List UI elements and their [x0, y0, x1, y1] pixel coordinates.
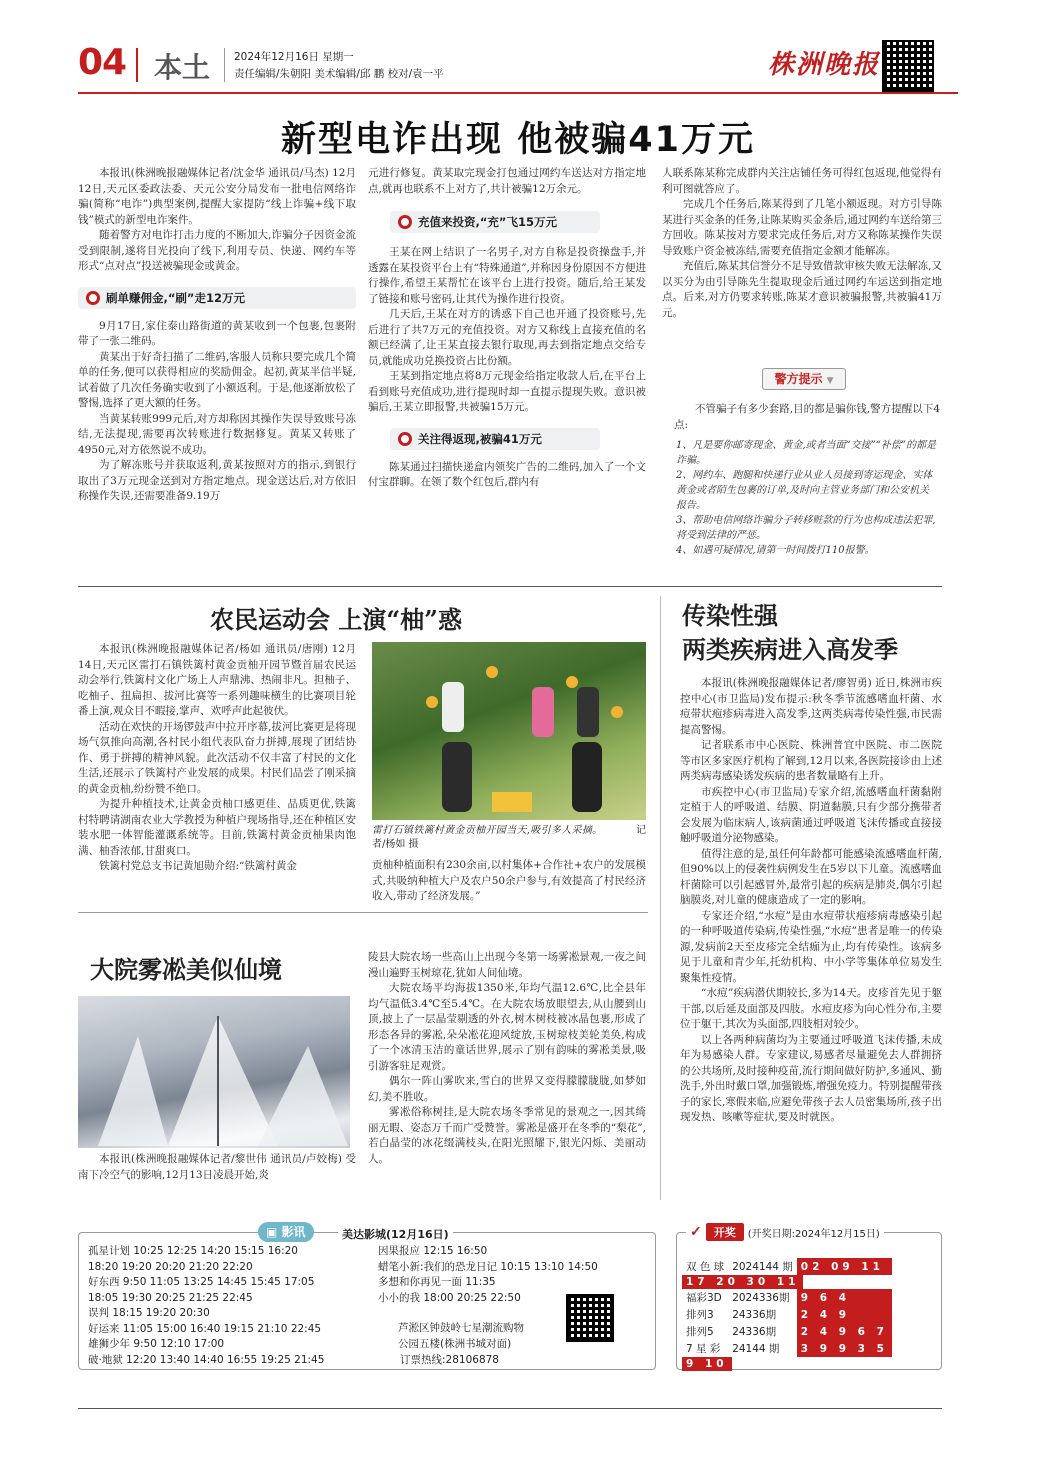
- movie-showtime-row: 18:05 19:30 20:25 21:25 22:45: [88, 1291, 253, 1304]
- lottery-name: 7 星 彩: [686, 1343, 721, 1355]
- movie-showtime-row: 多想和你再见一面 11:35: [378, 1276, 496, 1288]
- cinema-address-line: 芦淞区钟鼓岭七星潮流购物: [398, 1322, 524, 1334]
- movie-showtime-row: 好运来 11:05 15:00 16:40 19:15 21:10 22:45: [88, 1322, 322, 1335]
- cinema-name: 美达影城(12月16日): [338, 1226, 453, 1242]
- pomelo-photo-illustration: [372, 642, 646, 820]
- pomelo-paragraph: 本报讯(株洲晚报融媒体记者/杨如 通讯员/唐刚) 12月14日,天元区雷打石镇铁篱村黄金贡柚开园节暨首届农民运动会举行,铁篱村文化广场上人声鼎沸、热闹非凡。担柚子、吃柚子、扭扁担、拔河比赛等一系列趣味横生的比赛项目轮番上演,观众目不暇接,掌声、欢呼声此起彼伏。: [78, 643, 356, 717]
- movie-showtime-row: 好东西 9:50 11:05 13:25 14:45 15:45 17:05: [88, 1276, 315, 1288]
- fog-paragraph: 偶尔一阵山雾吹来,雪白的世界又变得朦朦胧胧,如梦如幻,美不胜收。: [368, 1075, 646, 1103]
- lottery-header: [686, 1223, 884, 1241]
- lead-subhead-2: [390, 211, 600, 233]
- disease-paragraph: 值得注意的是,虽任何年龄都可能感染流感嗜血杆菌,但90%以上的侵袭性病例发生在5岁以下儿童。流感嗜血杆菌除可以引起感冒外,最常引起的疾病是肺炎,偶尔引起脑膜炎,对儿童的健康造成了一定的影响。: [680, 847, 942, 906]
- lead-paragraph: 王某在网上结识了一名男子,对方自称是投资操盘手,并透露在某投资平台上有“特殊通道”,并称因身份原因不方便进行操作,希望王某帮忙在该平台上进行投资。随后,给王某发了链接和账号密码,让其代为操作进行投资。: [368, 246, 646, 305]
- cinema-address-line: 公园五楼(株洲书城对面): [398, 1338, 512, 1350]
- subhead-text: 关注得返现,被骗41万元: [418, 431, 542, 446]
- lottery-name: 排列3: [686, 1309, 714, 1321]
- police-tip-intro: 不管骗子有多少套路,目的都是骗你钱,警方提醒以下4点:: [674, 403, 940, 431]
- cinema-qr-code: [566, 1294, 614, 1342]
- lead-subhead-1: [78, 287, 356, 309]
- fog-headline: 大院雾凇美似仙境: [90, 955, 282, 984]
- page-number: 04: [78, 42, 127, 83]
- movie-showtime-row: 因果报应 12:15 16:50: [378, 1245, 488, 1257]
- lead-column-2: [368, 166, 646, 491]
- lottery-row: [682, 1340, 892, 1357]
- lead-paragraph: 人联系陈某称完成群内关注店铺任务可得红包返现,他觉得有利可图就答应了。: [662, 167, 942, 195]
- movie-badge: [258, 1222, 314, 1242]
- lottery-row: [682, 1275, 892, 1289]
- lottery-name: 福彩3D: [686, 1292, 722, 1304]
- movie-showtime-row: 18:20 19:20 20:20 21:20 22:20: [88, 1260, 253, 1273]
- film-icon: ▣: [266, 1225, 278, 1239]
- date-line: 2024年12月16日 星期一: [234, 51, 354, 63]
- cinema-hotline: 订票热线:28106878: [400, 1354, 499, 1366]
- triangle-down-icon: ▼: [826, 376, 834, 386]
- police-tip-item: 3、帮助电信网络诈骗分子转移赃款的行为也构成违法犯罪,将受到法律的严惩。: [676, 515, 936, 541]
- lottery-issue: 24336期: [732, 1309, 777, 1321]
- section-rule: [78, 912, 648, 913]
- police-tip-item: 2、网约车、跑腿和快递行业从业人员接到寄运现金、实体黄金或者陌生包裹的订单,及时向主管业务部门和公安机关报告。: [676, 470, 933, 511]
- column-rule: [660, 596, 661, 1200]
- movie-showtime-row: 蜡笔小新:我们的恐龙日记 10:15 13:10 14:50: [378, 1260, 598, 1273]
- masthead-qr-code: [882, 40, 934, 92]
- pomelo-column-1: [78, 642, 356, 875]
- lottery-numbers: 02 09 11: [797, 1258, 892, 1275]
- pomelo-caption: [372, 824, 646, 852]
- cinema-address: [398, 1320, 558, 1368]
- police-tip-title-text: 警方提示: [774, 372, 823, 386]
- movie-list-left: [88, 1244, 368, 1368]
- movie-showtime-row: 破·地狱 12:20 13:40 14:40 16:55 19:25 21:45: [88, 1353, 325, 1366]
- paper-logo: 株洲晚报: [768, 50, 881, 80]
- pomelo-paragraph: 活动在欢快的开场锣鼓声中拉开序幕,拔河比赛更是将现场气氛推向高潮,各村民小组代表队奋力拼搏,展现了团结协作、勇于拼搏的精神风貌。此次活动不仅丰富了村民的文化生活,还展示了铁篱村产业发展的成果。村民们品尝了刚采摘的黄金贡柚,纷纷赞不绝口。: [78, 720, 356, 795]
- lead-paragraph: 随着警方对电诈打击力度的不断加大,诈骗分子因资金流受到限制,遂将目光投向了线下,利用专员、快递、网约车等形式“点对点”投送被骗现金或黄金。: [78, 229, 356, 272]
- section-rule: [78, 586, 942, 587]
- police-tip-item: 4、如遇可疑情况,请第一时间拨打110报警。: [676, 545, 875, 556]
- bullet-ring-icon: [86, 291, 100, 305]
- movie-showtime-row: 小小的我 18:00 20:25 22:50: [378, 1291, 521, 1304]
- lottery-date: (开奖日期:2024年12月15日): [747, 1228, 880, 1240]
- masthead-rule: [78, 92, 958, 94]
- lead-paragraph: 几天后,王某在对方的诱惑下自己也开通了投资账号,先后进行了共7万元的充值投资。对方又称线上直接充值的名额已经满了,让王某直接去银行取现,再去到指定地点交给专员,就能成功兑换投资占比份额。: [368, 308, 646, 367]
- lottery-row: [682, 1357, 892, 1371]
- pomelo-caption-text: 雷打石镇铁篱村黄金贡柚开园当天,吸引多人采摘。: [372, 825, 603, 836]
- lead-paragraph: 元进行修复。黄某取完现金打包通过网约车送达对方指定地点,就再也联系不上对方了,共计被骗12万余元。: [368, 167, 646, 195]
- lead-paragraph: 陈某通过扫描快递盒内领奖广告的二维码,加入了一个文付宝群聊。在领了数个红包后,群内有: [368, 460, 646, 488]
- subhead-text: 充值来投资,“充”飞15万元: [418, 215, 557, 229]
- masthead-divider: [136, 48, 138, 82]
- pomelo-photo: [372, 642, 646, 820]
- fog-column-2: [368, 950, 646, 1167]
- movie-showtime-row: 误判 18:15 19:20 20:30: [88, 1307, 210, 1319]
- disease-headline-line-2: 两类疾病进入高发季: [682, 635, 898, 664]
- fog-photo: [78, 996, 350, 1148]
- lead-paragraph: 完成几个任务后,陈某得到了几笔小额返现。对方引导陈某进行买金条的任务,让陈某购买金条后,通过网约车送给第三方回收。陈某按对方要求完成任务后,对方又称陈某操作失误导致账户资金被冻结,需要充值指定金额才能解冻。: [662, 198, 942, 257]
- fog-paragraph: 本报讯(株洲晚报融媒体记者/黎世伟 通讯员/卢姣梅) 受南下冷空气的影响,12月13日凌晨开始,炎: [78, 1153, 356, 1181]
- lead-column-3: [662, 166, 942, 321]
- lottery-numbers: 3 9 9 3 5: [797, 1340, 892, 1357]
- check-icon: ✓: [690, 1224, 702, 1240]
- lead-paragraph: 本报讯(株洲晚报融媒体记者/沈金华 通讯员/马杰) 12月12日,天元区委政法委、天元公安分局发布一批电信网络诈骗(简称“电诈”)典型案例,提醒大家提防“线上诈骗+线下取钱”模式的新型电诈案件。: [78, 167, 356, 226]
- disease-paragraph: “水痘”疾病潜伏期较长,多为14天。皮疹首先见于躯干部,以后延及面部及四肢。水痘皮疹为向心性分布,主要位于躯干,其次为头面部,四肢相对较少。: [680, 987, 942, 1030]
- lottery-issue: 24144 期: [732, 1343, 780, 1355]
- movie-showtime-row: 孤星计划 10:25 12:25 14:20 15:15 16:20: [88, 1245, 298, 1257]
- lottery-name: 排列5: [686, 1326, 714, 1338]
- pomelo-caption-credit: 记者/杨如 摄: [372, 825, 646, 850]
- footer-rule: [78, 1408, 942, 1409]
- lead-subhead-3: [390, 428, 600, 450]
- police-tip-item: 1、凡是要你邮寄现金、黄金,或者当面“交接”“补偿”的都是诈骗。: [676, 440, 936, 466]
- fog-column-1: [78, 1152, 356, 1183]
- lottery-issue: 24336期: [732, 1326, 777, 1338]
- disease-paragraph: 市疾控中心(市卫监局)专家介绍,流感嗜血杆菌黏附定植于人的呼吸道、结膜、阴道黏膜,只有少部分携带者会发展为临床病人,该病菌通过呼吸道飞沫传播或直接接触呼吸道分泌物感染。: [680, 785, 942, 844]
- lottery-row: [682, 1323, 892, 1340]
- fog-photo-illustration: [78, 996, 350, 1148]
- disease-body: [680, 676, 942, 1126]
- lead-paragraph: 充值后,陈某其信誉分不足导致借款审核失败无法解冻,又以买分为由引导陈先生提取现金后通过网约车运送到指定地点。后来,对方仍要求转账,陈某才意识被骗报警,共被骗41万元。: [662, 260, 942, 319]
- lead-paragraph: 王某到指定地点将8万元现金给指定收款人后,在平台上看到账号充值成功,进行提现时却一直提示提现失败。意识被骗后,王某立即报警,共被骗15万元。: [368, 370, 646, 413]
- lottery-numbers: 9 6 4: [797, 1289, 892, 1306]
- disease-headline-line-1: 传染性强: [682, 601, 778, 630]
- lead-paragraph: 为了解冻账号并获取返利,黄某按照对方的指示,到银行取出了3万元现金送到对方指定地点。现金送达后,对方依旧称操作失误,还需要准备9.19万: [78, 459, 356, 502]
- lottery-numbers: 2 4 9: [797, 1306, 892, 1323]
- lead-paragraph: 黄某出于好奇扫描了二维码,客服人员称只要完成几个简单的任务,便可以获得相应的奖励佣金。起初,黄某半信半疑,试着做了几次任务确实收到了小额返利。于是,他逐渐放松了警惕,选择了更大额的任务。: [78, 350, 356, 409]
- lead-paragraph: 9月17日,家住泰山路街道的黄某收到一个包裹,包裹附带了一张二维码。: [78, 319, 356, 347]
- masthead-divider-2: [224, 48, 225, 82]
- disease-paragraph: 专家还介绍,“水痘”是由水痘带状疱疹病毒感染引起的一种呼吸道传染病,传染性强,“水痘”患者是唯一的传染源,发病前2天至皮疹完全结痂为止,均有传染性。该病多见于儿童和青少年,托幼机构、中小学等集体单位易发生聚集性疫情。: [680, 909, 942, 984]
- lottery-issue: 2024144 期: [732, 1261, 793, 1273]
- disease-paragraph: 以上各两种病菌均为主要通过呼吸道飞沫传播,未成年为易感染人群。专家建议,易感者尽量避免去人群拥挤的公共场所,及时接种疫苗,流行期间做好防护,多通风、勤洗手,外出时戴口罩,加强锻炼,增强免疫力。特别提醒带孩子的家长,寒假来临,应避免带孩子去人员密集场所,孩子出现发热、咳嗽等症状,要及时就医。: [680, 1033, 943, 1123]
- disease-paragraph: 记者联系市中心医院、株洲普宜中医院、市二医院等市区多家医疗机构了解到,12月以来,各医院接诊由上述两类病毒感染诱发疾病的患者数量略有上升。: [680, 739, 942, 782]
- lottery-table: [682, 1258, 892, 1371]
- pomelo-paragraph: 贡柚种植面积有230余亩,以村集体+合作社+农户的发展模式,共吸纳种植大户及农户50余户参与,有效提高了村民经济收入,带动了经济发展。”: [372, 859, 646, 902]
- fog-paragraph: 雾凇俗称树挂,是大院农场冬季常见的景观之一,因其绮丽无暇、姿态万千而广受赞誉。雾凇是盛开在冬季的“梨花”,若白晶莹的冰花缀满枝头,在阳光照耀下,银光闪烁、美丽动人。: [368, 1106, 646, 1165]
- disease-paragraph: 本报讯(株洲晚报融媒体记者/廖智勇) 近日,株洲市疾控中心(市卫监局)发布提示:秋冬季节流感嗜血杆菌、水痘带状疱疹病毒进入高发季,这两类病毒传染性强,市民需提高警惕。: [680, 677, 942, 736]
- lottery-row: [682, 1306, 892, 1323]
- pomelo-paragraph: 铁篱村党总支书记黄旭勋介绍:“铁篱村黄金: [99, 860, 297, 872]
- fog-paragraph: 大院农场平均海拔1350米,年均气温12.6℃,比全县年均气温低3.4℃至5.4℃。在大院农场放眼望去,从山腰到山顶,披上了一层晶莹剔透的外衣,树木树枝被冰晶包裹,形成了形态各异的雾凇,朵朵凇花迎风绽放,玉树琼枝美轮美奂,构成了一个冰清玉洁的童话世界,展示了别有韵味的雾凇美景,吸引游客驻足观赏。: [368, 982, 646, 1072]
- lottery-row: [682, 1258, 892, 1275]
- movie-badge-text: 影讯: [281, 1225, 306, 1239]
- lottery-issue: 2024336期: [732, 1292, 790, 1304]
- police-tip-title: [762, 368, 846, 390]
- lead-paragraph: 当黄某转账999元后,对方却称因其操作失误导致账号冻结,无法提现,需要再次转账进行数据修复。黄某又转账了4950元,对方依然说不成功。: [78, 412, 356, 456]
- lottery-numbers: 2 4 9 6 7: [797, 1323, 892, 1340]
- lottery-title: 开奖: [706, 1223, 744, 1241]
- lottery-row: [682, 1289, 892, 1306]
- subhead-text: 刷单赚佣金,“刷”走12万元: [106, 290, 245, 305]
- police-tip-box: [670, 362, 942, 572]
- lead-column-1: [78, 166, 356, 505]
- fog-paragraph: 陵县大院农场一些高山上出现今冬第一场雾凇景观,一夜之间漫山遍野玉树琼花,犹如人间仙境。: [368, 951, 646, 979]
- lottery-numbers: 17 20 30 11: [682, 1275, 803, 1289]
- section-name: 本土: [154, 51, 211, 84]
- movie-showtime-row: 雄狮少年 9:50 12:10 17:00: [88, 1338, 225, 1350]
- pomelo-column-2: [372, 858, 646, 905]
- bullet-ring-icon: [398, 215, 412, 229]
- pomelo-paragraph: 为提升种植技术,让黄金贡柚口感更佳、品质更优,铁篱村特聘请湖南农业大学教授为种植户现场指导,还在种植区安装水肥一体智能灌溉系统等。目前,铁篱村黄金贡柚果肉饱满、柚香浓郁,甘甜爽口。: [78, 798, 356, 857]
- lottery-numbers: 9 10: [682, 1357, 732, 1371]
- pomelo-headline: 农民运动会 上演“柚”惑: [210, 605, 462, 634]
- lottery-name: 双 色 球: [686, 1261, 725, 1273]
- lead-headline: 新型电诈出现 他被骗41万元: [281, 120, 755, 160]
- editor-line: 责任编辑/朱朝阳 美术编辑/邱 鹏 校对/袁一平: [234, 68, 444, 80]
- bullet-ring-icon: [398, 432, 412, 446]
